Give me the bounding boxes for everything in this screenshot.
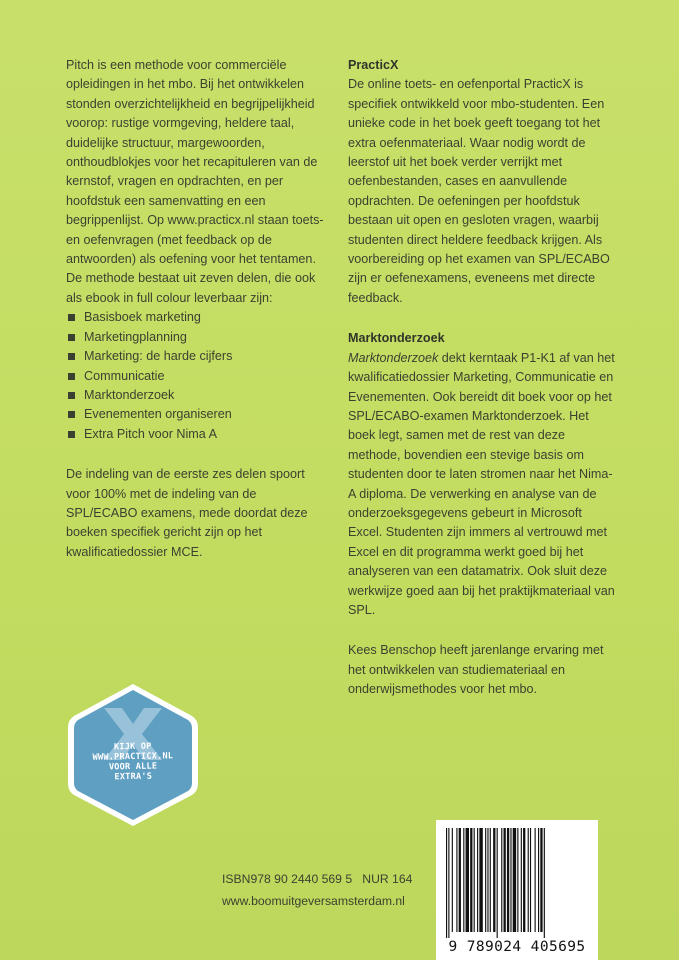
barcode-bar: [477, 828, 478, 932]
barcode-bar: [479, 828, 482, 932]
badge-line: KIJK OP: [113, 741, 152, 753]
marktonderzoek-paragraph: [348, 349, 616, 621]
marktonderzoek-heading: Marktonderzoek: [348, 331, 445, 346]
barcode-bar: [456, 828, 457, 932]
closing-paragraph: De indeling van de eerste zes delen spoort voor 100% met de indeling van de SPL/ECABO examens, mede doordat deze boeken specifiek gericht zijn op het kwalificatiedossier MCE.: [66, 467, 308, 559]
barcode-bar: [470, 828, 472, 932]
barcode-bar: [485, 828, 486, 932]
list-item: Marktonderzoek: [66, 386, 328, 405]
barcode: [436, 820, 598, 960]
barcode-bar: [507, 828, 509, 932]
practicx-heading: PracticX: [348, 58, 399, 72]
barcode-bar: [497, 828, 498, 938]
barcode-bar: [463, 828, 464, 932]
list-item: Evenementen organiseren: [66, 405, 328, 424]
barcode-bar: [530, 828, 531, 932]
barcode-bar: [535, 828, 536, 932]
barcode-bar: [544, 828, 545, 938]
barcode-bar: [523, 828, 525, 932]
barcode-bar: [517, 828, 518, 932]
list-item: Extra Pitch voor Nima A: [66, 425, 328, 444]
list-item: Marketing: de harde cijfers: [66, 347, 328, 366]
barcode-bar: [528, 828, 529, 932]
badge-line: VOOR ALLE: [108, 761, 158, 773]
barcode-bar: [446, 828, 447, 938]
publisher-footer: [222, 868, 432, 912]
barcode-bar: [452, 828, 453, 932]
barcode-bars: [444, 828, 590, 938]
practicx-badge: [64, 680, 202, 830]
barcode-bar: [521, 828, 522, 932]
right-text-column: [348, 56, 616, 700]
left-text-column: [66, 56, 328, 562]
author-paragraph: Kees Benschop heeft jarenlange ervaring met het ontwikkelen van studiemateriaal en onderwijsmethodes voor het mbo.: [348, 643, 604, 697]
barcode-bar: [493, 828, 495, 932]
barcode-bar: [459, 828, 461, 932]
barcode-bar: [448, 828, 449, 938]
barcode-bar: [510, 828, 511, 932]
barcode-bar: [513, 828, 516, 932]
barcode-bar: [466, 828, 469, 932]
list-item: Basisboek marketing: [66, 308, 328, 327]
barcode-bar: [501, 828, 502, 932]
publisher-website: www.boomuitgeversamsterdam.nl: [222, 894, 405, 908]
barcode-bar: [504, 828, 506, 932]
badge-line: EXTRA'S: [114, 771, 153, 783]
list-item: Communicatie: [66, 367, 328, 386]
marktonderzoek-text: dekt kerntaak P1-K1 af van het kwalificatiedossier Marketing, Communicatie en Evenementen. Ook bereidt dit boek voor op het SPL/ECABO-examen Marktonderzoek. Het boek legt, samen met de rest van deze methode, bovendien een stevige basis om studenten door te laten stromen naar het Nima-A diploma. De verwerking en analyse van de onderzoeksgegevens gebeurt in Microsoft Excel. Studenten zijn immers al vertrouwd met Excel en dit programma werkt goed bij het analyseren van een datamatrix. Ook sluit deze werkwijze goed aan bij het praktijkmateriaal van SPL.: [348, 350, 615, 617]
badge-line: WWW.PRACTICX.NL: [92, 751, 174, 763]
barcode-bar: [540, 828, 542, 932]
barcode-digits: 9 789024 405695: [448, 939, 586, 955]
parts-list: [66, 308, 328, 444]
barcode-bar: [490, 828, 491, 932]
barcode-bar: [474, 828, 475, 932]
book-title-italic: Marktonderzoek: [348, 350, 439, 365]
isbn-line: ISBN978 90 2440 569 5 NUR 164: [222, 872, 413, 886]
list-item: Marketingplanning: [66, 328, 328, 347]
barcode-bar: [487, 828, 488, 932]
barcode-bar: [538, 828, 539, 932]
practicx-paragraph: De online toets- en oefenportal PracticX is specifiek ontwikkeld voor mbo-studenten. Een unieke code in het boek geeft toegang tot het extra oefenmateriaal. Waar nodig wordt de leerstof uit het boek verder verrijkt met oefenbestanden, cases en aanvullende opdrachten. De oefeningen per hoofdstuk bestaan uit open en gesloten vragen, waarbij studenten direct heldere feedback krijgen. Als voorbereiding op het examen van SPL/ECABO zijn er oefenexamens, eveneens met directe feedback.: [348, 77, 610, 305]
badge-text: [64, 741, 203, 783]
intro-paragraph: Pitch is een methode voor commerciële opleidingen in het mbo. Bij het ontwikkelen stonden overzichtelijkheid en begrijpelijkheid voorop: rustige vormgeving, heldere taal, duidelijke structuur, margewoorden, onthoudblokjes voor het recapituleren van de kernstof, vragen en opdrachten, en per hoofdstuk een samenvatting en een begrippenlijst. Op www.practicx.nl staan toets- en oefenvragen (met feedback op de antwoorden) als oefening voor het tentamen. De methode bestaat uit zeven delen, die ook als ebook in full colour leverbaar zijn:: [66, 58, 324, 305]
